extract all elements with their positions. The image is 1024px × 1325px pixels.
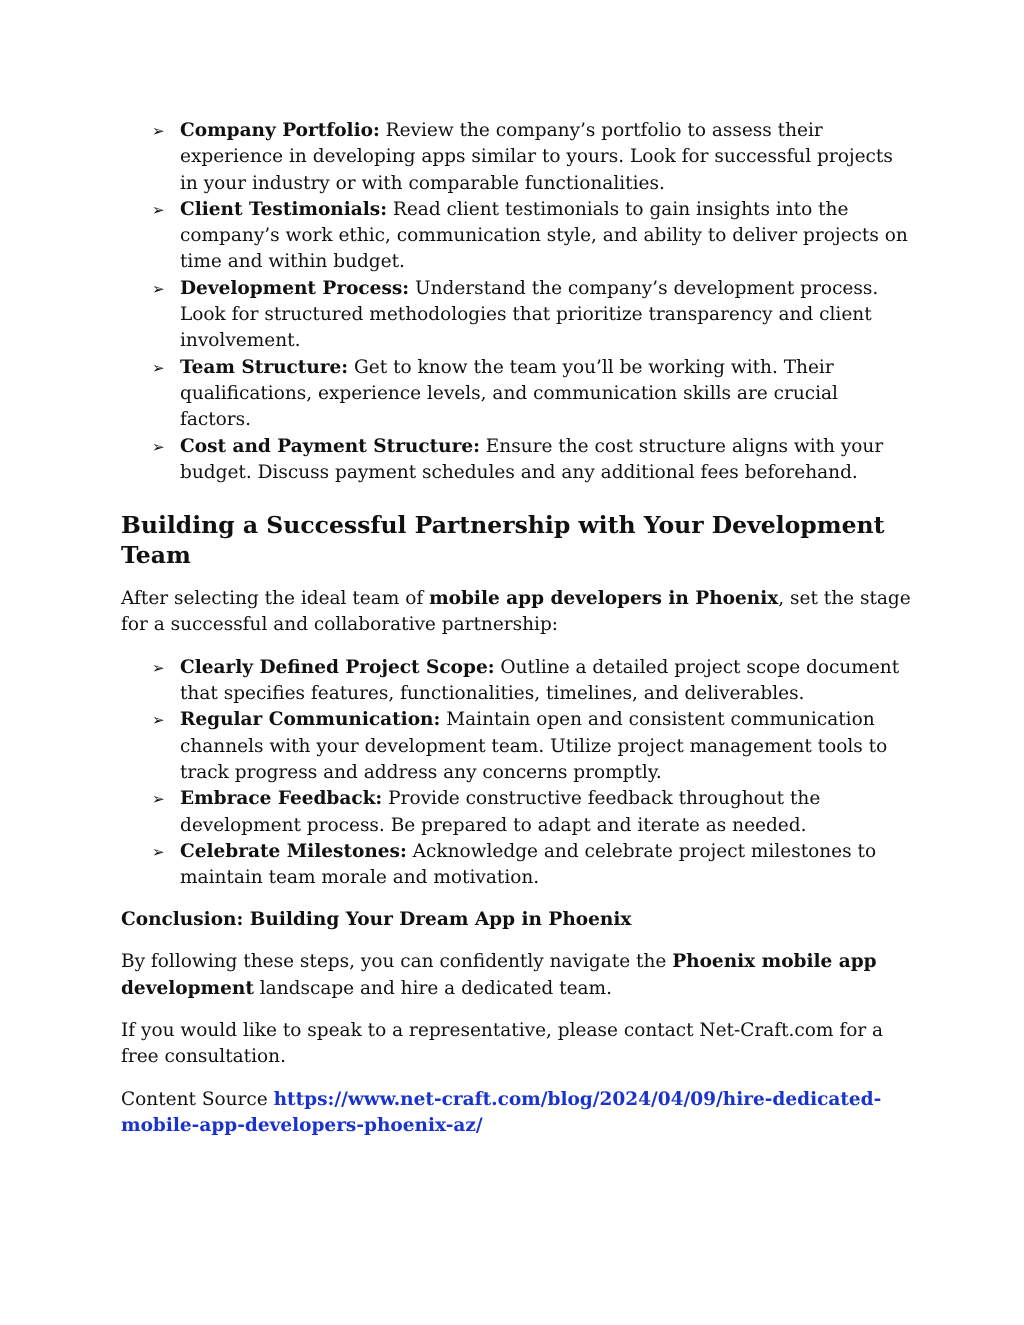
arrow-bullet-icon: ➢ bbox=[152, 711, 165, 730]
list-item-term: Celebrate Milestones: bbox=[180, 840, 407, 862]
arrow-bullet-icon: ➢ bbox=[152, 200, 165, 219]
conclusion-bold-phrase: Phoenix mobile app development bbox=[121, 951, 877, 999]
intro-text-end: , set the stage for a successful and collaborative partnership: bbox=[121, 588, 911, 636]
content-source-label: Content Source bbox=[121, 1088, 274, 1110]
list-item bbox=[121, 434, 911, 487]
list-item-text: Provide constructive feedback throughout the development process. Be prepared to adapt and iterate as needed. bbox=[180, 788, 821, 836]
partnership-tips-list bbox=[121, 655, 911, 892]
intro-bold-phrase: mobile app developers in Phoenix bbox=[429, 588, 779, 610]
arrow-bullet-icon: ➢ bbox=[152, 279, 165, 298]
conclusion-text-end: landscape and hire a dedicated team. bbox=[253, 977, 612, 999]
list-item bbox=[121, 707, 911, 786]
list-item-text: Read client testimonials to gain insights into the company’s work ethic, communication style, and ability to deliver projects on time and within budget. bbox=[180, 198, 908, 273]
list-item-text: Outline a detailed project scope document that specifies features, functionalities, timelines, and deliverables. bbox=[180, 656, 900, 705]
content-source-paragraph bbox=[121, 1087, 911, 1140]
list-item-text: Understand the company’s development process. Look for structured methodologies that prioritize transparency and client involvement. bbox=[180, 277, 879, 352]
list-item-text: Ensure the cost structure aligns with your budget. Discuss payment schedules and any additional fees beforehand. bbox=[180, 435, 884, 483]
list-item-term: Team Structure: bbox=[180, 356, 349, 378]
arrow-bullet-icon: ➢ bbox=[152, 358, 165, 377]
intro-text-start: After selecting the ideal team of bbox=[121, 588, 430, 610]
contact-paragraph: If you would like to speak to a representative, please contact Net-Craft.com for a free consultation. bbox=[121, 1020, 884, 1068]
list-item-term: Regular Communication: bbox=[180, 709, 441, 731]
list-item-text: Get to know the team you’ll be working with. Their qualifications, experience levels, and communication skills are crucial factors. bbox=[180, 356, 838, 431]
conclusion-text-start: By following these steps, you can confidently navigate the bbox=[121, 951, 673, 973]
list-item bbox=[121, 355, 911, 434]
list-item-term: Embrace Feedback: bbox=[180, 788, 383, 810]
list-item bbox=[121, 655, 911, 708]
list-item bbox=[121, 786, 911, 839]
arrow-bullet-icon: ➢ bbox=[152, 842, 165, 861]
list-item-term: Clearly Defined Project Scope: bbox=[180, 656, 495, 678]
conclusion-heading: Conclusion: Building Your Dream App in Phoenix bbox=[121, 909, 632, 931]
list-item-term: Development Process: bbox=[180, 277, 410, 299]
section-heading: Building a Successful Partnership with Your Development Team bbox=[121, 511, 885, 570]
arrow-bullet-icon: ➢ bbox=[152, 437, 165, 456]
list-item-text: Review the company’s portfolio to assess their experience in developing apps similar to yours. Look for successful projects in your industry or with comparable functionalities. bbox=[180, 120, 893, 194]
arrow-bullet-icon: ➢ bbox=[152, 122, 165, 140]
list-item-term: Company Portfolio: bbox=[180, 120, 380, 141]
list-item bbox=[121, 839, 911, 892]
content-source-link[interactable]: https://www.net-craft.com/blog/2024/04/09/hire-dedicated-mobile-app-developers-phoenix-az/ bbox=[121, 1088, 882, 1136]
list-item bbox=[121, 276, 911, 355]
list-item-text: Acknowledge and celebrate project milestones to maintain team morale and motivation. bbox=[180, 840, 877, 889]
list-item bbox=[121, 197, 911, 276]
list-item bbox=[121, 118, 911, 197]
page-content bbox=[121, 118, 911, 1139]
arrow-bullet-icon: ➢ bbox=[152, 790, 165, 809]
conclusion-paragraph bbox=[121, 949, 911, 1002]
list-item-term: Cost and Payment Structure: bbox=[180, 435, 480, 457]
list-item-text: Maintain open and consistent communication channels with your development team. Utilize project management tools to track progress and address any concerns promptly. bbox=[180, 709, 888, 783]
selection-criteria-list bbox=[121, 118, 911, 486]
arrow-bullet-icon: ➢ bbox=[152, 658, 165, 677]
section-intro-paragraph bbox=[121, 586, 911, 639]
list-item-term: Client Testimonials: bbox=[180, 198, 388, 220]
